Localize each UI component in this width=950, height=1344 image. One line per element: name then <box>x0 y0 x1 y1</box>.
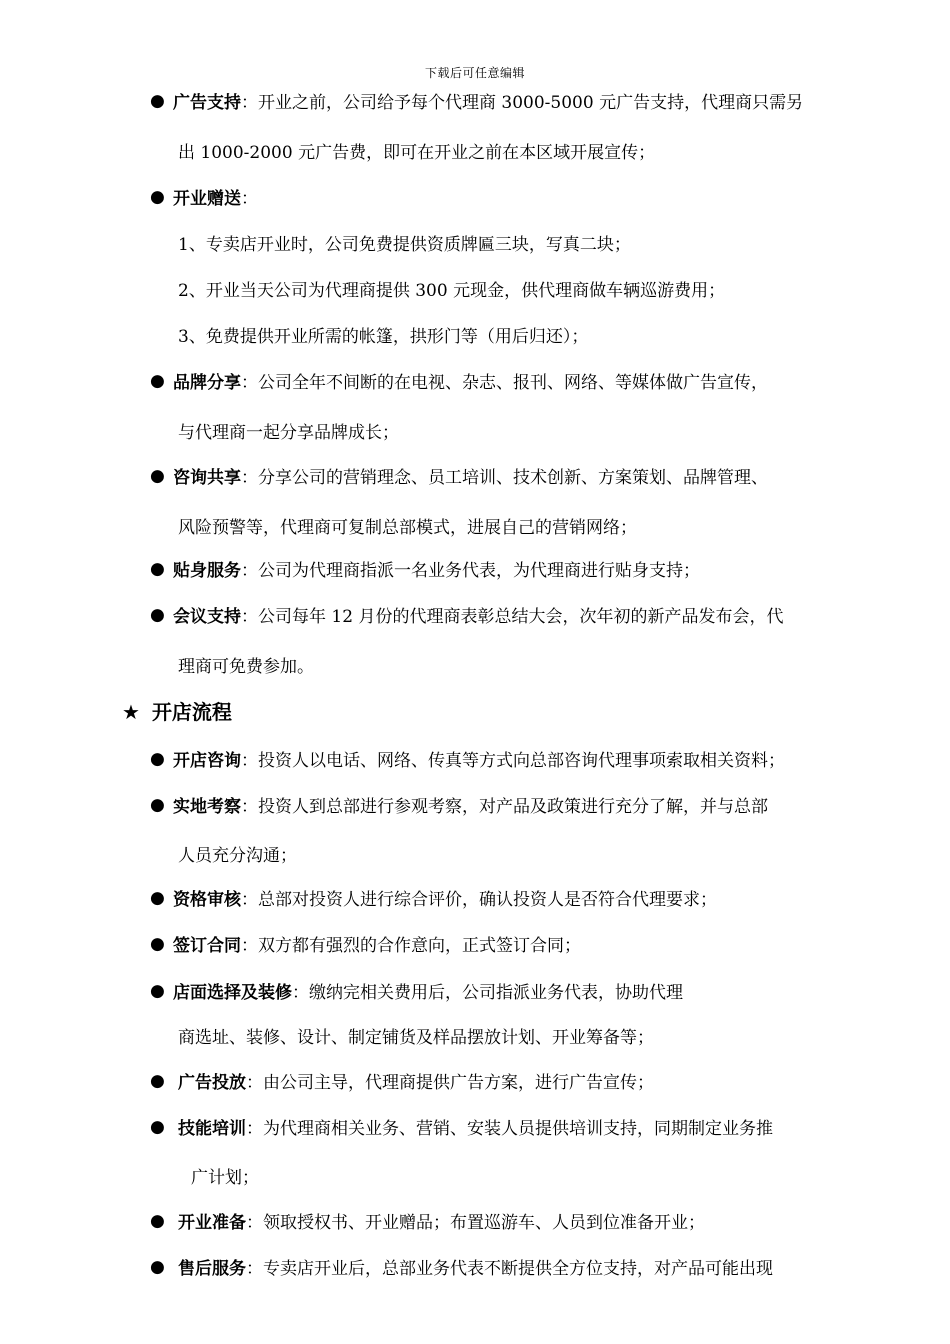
item-sep: ： <box>246 1213 263 1233</box>
item-continuation: 1、专卖店开业时，公司免费提供资质牌匾三块，写真二块； <box>178 235 631 255</box>
process-item <box>173 981 683 1005</box>
item-text: 公司为代理商指派一名业务代表，为代理商进行贴身支持； <box>258 561 700 581</box>
item-label: 会议支持 <box>173 607 241 627</box>
process-item <box>173 934 581 958</box>
process-item <box>173 888 717 912</box>
item-sep: ： <box>241 890 258 910</box>
item-text: 为代理商相关业务、营销、安装人员提供培训支持，同期制定业务推 <box>263 1119 773 1139</box>
page-header: 下载后可任意编辑 <box>424 66 525 80</box>
benefit-item <box>173 371 768 395</box>
item-text: 公司每年 12 月份的代理商表彰总结大会，次年初的新产品发布会，代 <box>258 607 784 627</box>
item-label: 品牌分享 <box>173 373 241 393</box>
item-sep: ： <box>241 373 258 393</box>
benefit-item <box>173 605 783 629</box>
item-sep: ： <box>241 936 258 956</box>
bullet: ● <box>150 466 165 486</box>
benefit-item <box>173 466 768 490</box>
item-label: 开店咨询 <box>173 751 241 771</box>
process-item <box>178 1117 773 1141</box>
item-label: 签订合同 <box>173 936 241 956</box>
item-text: 开业之前，公司给予每个代理商 3000-5000 元广告支持，代理商只需另 <box>258 93 804 113</box>
bullet: ● <box>150 888 165 908</box>
item-label: 开业准备 <box>178 1213 246 1233</box>
item-text: 领取授权书、开业赠品；布置巡游车、人员到位准备开业； <box>263 1213 705 1233</box>
item-label: 售后服务 <box>178 1259 246 1279</box>
item-text: 由公司主导，代理商提供广告方案，进行广告宣传； <box>263 1073 654 1093</box>
process-item <box>173 749 785 773</box>
bullet: ● <box>150 187 165 207</box>
item-text: 总部对投资人进行综合评价，确认投资人是否符合代理要求； <box>258 890 717 910</box>
process-item <box>178 1211 705 1235</box>
item-label: 技能培训 <box>178 1119 246 1139</box>
item-continuation: 理商可免费参加。 <box>178 657 314 677</box>
process-item <box>178 1257 773 1281</box>
bullet: ● <box>150 981 165 1001</box>
bullet: ● <box>150 1211 165 1231</box>
item-continuation: 2、开业当天公司为代理商提供 300 元现金，供代理商做车辆巡游费用； <box>178 281 726 301</box>
bullet: ● <box>150 1071 165 1091</box>
item-label: 资格审核 <box>173 890 241 910</box>
item-sep: ： <box>246 1259 263 1279</box>
item-sep: ： <box>246 1073 263 1093</box>
item-continuation: 风险预警等，代理商可复制总部模式，进展自己的营销网络； <box>178 518 637 538</box>
bullet: ● <box>150 934 165 954</box>
benefit-item <box>173 559 700 583</box>
star-icon: ★ <box>122 700 140 724</box>
item-label: 店面选择及装修 <box>173 983 292 1003</box>
item-sep: ： <box>292 983 309 1003</box>
item-text: 专卖店开业后，总部业务代表不断提供全方位支持，对产品可能出现 <box>263 1259 773 1279</box>
item-continuation: 3、免费提供开业所需的帐篷，拱形门等（用后归还）； <box>178 327 589 347</box>
item-label: 咨询共享 <box>173 468 241 488</box>
item-sep: ： <box>241 93 258 113</box>
item-sep: ： <box>246 1119 263 1139</box>
bullet: ● <box>150 1257 165 1277</box>
item-text: 投资人以电话、网络、传真等方式向总部咨询代理事项索取相关资料； <box>258 751 785 771</box>
item-text: 双方都有强烈的合作意向，正式签订合同； <box>258 936 581 956</box>
item-label: 实地考察 <box>173 797 241 817</box>
item-text: 投资人到总部进行参观考察，对产品及政策进行充分了解，并与总部 <box>258 797 768 817</box>
item-text: 分享公司的营销理念、员工培训、技术创新、方案策划、品牌管理、 <box>258 468 768 488</box>
bullet: ● <box>150 371 165 391</box>
item-sep: ： <box>241 751 258 771</box>
bullet: ● <box>150 749 165 769</box>
item-label: 广告支持 <box>173 93 241 113</box>
item-label: 开业赠送 <box>173 189 241 209</box>
item-text: 公司全年不间断的在电视、杂志、报刊、网络、等媒体做广告宣传， <box>258 373 768 393</box>
item-sep: ： <box>241 468 258 488</box>
bullet: ● <box>150 91 165 111</box>
item-sep: ： <box>241 607 258 627</box>
item-continuation: 出 1000-2000 元广告费，即可在开业之前在本区域开展宣传； <box>178 143 656 163</box>
item-continuation: 人员充分沟通； <box>178 846 297 866</box>
bullet: ● <box>150 559 165 579</box>
bullet: ● <box>150 1117 165 1137</box>
benefit-item <box>173 187 258 211</box>
item-text: 缴纳完相关费用后，公司指派业务代表，协助代理 <box>309 983 683 1003</box>
item-sep: ： <box>241 561 258 581</box>
item-sep: ： <box>241 189 258 209</box>
benefit-item <box>173 91 803 115</box>
item-sep: ： <box>241 797 258 817</box>
item-continuation: 与代理商一起分享品牌成长； <box>178 423 399 443</box>
bullet: ● <box>150 605 165 625</box>
bullet: ● <box>150 795 165 815</box>
item-continuation: 商选址、装修、设计、制定铺货及样品摆放计划、开业筹备等； <box>178 1028 654 1048</box>
item-label: 贴身服务 <box>173 561 241 581</box>
section-title: 开店流程 <box>151 700 232 724</box>
process-item <box>178 1071 654 1095</box>
item-label: 广告投放 <box>178 1073 246 1093</box>
process-item <box>173 795 768 819</box>
item-continuation: 广计划； <box>191 1168 259 1188</box>
section-heading <box>122 698 232 726</box>
